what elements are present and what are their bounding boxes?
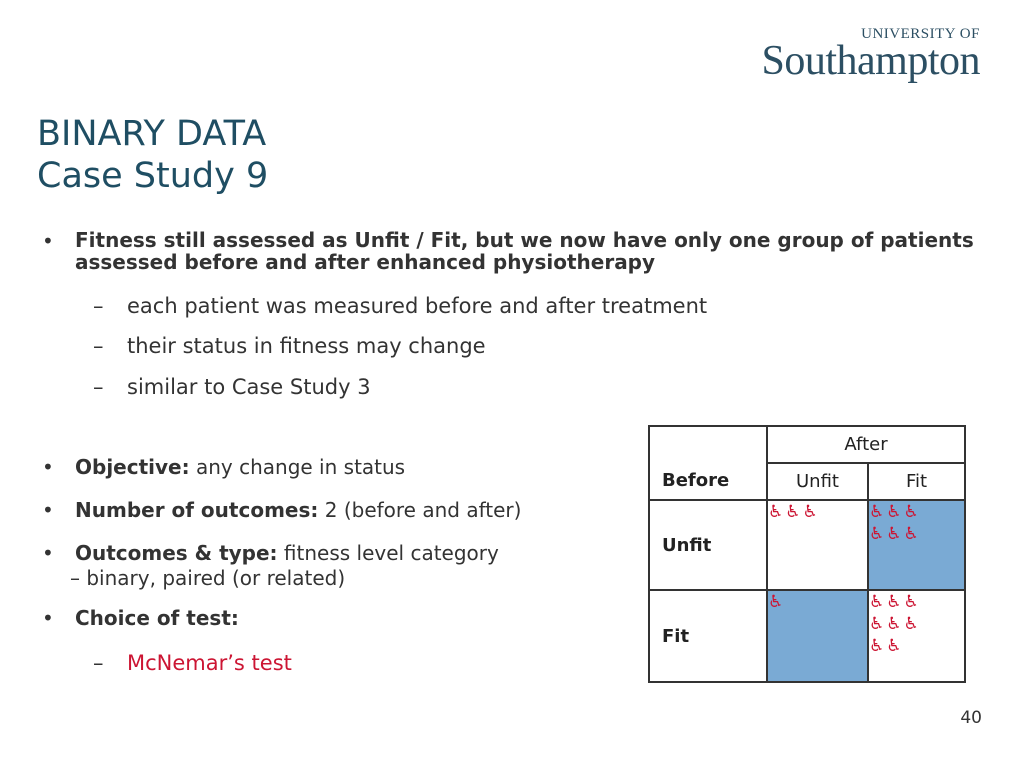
sub-bullet-similar	[93, 375, 371, 399]
wheelchair-icon: ♿	[903, 524, 921, 544]
wheelchair-icon: ♿	[903, 502, 921, 522]
cell-unfit-unfit	[767, 500, 868, 590]
logo-line-2: Southampton	[761, 38, 980, 84]
wheelchair-icon: ♿	[903, 592, 921, 612]
outcomes-value: 2 (before and after)	[324, 498, 522, 522]
wheelchair-icon: ♿	[802, 502, 820, 522]
sub-bullet-status	[93, 334, 486, 358]
test-label: Choice of test:	[75, 606, 239, 630]
wheelchair-icon: ♿	[869, 592, 887, 612]
cell-unfit-fit	[868, 500, 965, 590]
type-value: fitness level category	[283, 541, 499, 565]
title-line-1: BINARY DATA	[37, 114, 267, 154]
wheelchair-icon: ♿	[886, 636, 904, 656]
sub-bullet-status-text: their status in fitness may change	[127, 334, 486, 358]
wheelchair-icon: ♿	[869, 502, 887, 522]
wheelchair-icon: ♿	[903, 614, 921, 634]
wheelchair-icon: ♿	[869, 524, 887, 544]
contingency-table	[648, 425, 966, 683]
sub-bullet-similar-text: similar to Case Study 3	[127, 375, 371, 399]
bullet-dot: •	[42, 498, 54, 522]
wheelchair-icon: ♿	[869, 636, 887, 656]
dash: –	[93, 375, 104, 399]
wheelchair-icon: ♿	[768, 502, 786, 522]
bullet-dot: •	[42, 606, 54, 630]
university-logo	[761, 26, 980, 82]
bullet-fitness-text: Fitness still assessed as Unfit / Fit, but we now have only one group of patients assessed before and after enhanced physiotherapy	[75, 228, 974, 274]
test-value: McNemar’s test	[127, 651, 292, 675]
row-header-fit: Fit	[649, 590, 767, 682]
wheelchair-icon: ♿	[785, 502, 803, 522]
title-line-2: Case Study 9	[37, 156, 269, 196]
row-header-unfit: Unfit	[649, 500, 767, 590]
sub-bullet-measured	[93, 294, 708, 318]
outcomes-label: Number of outcomes:	[75, 498, 319, 522]
wheelchair-icon: ♿	[886, 502, 904, 522]
header-before: Before	[649, 426, 767, 500]
page-number: 40	[960, 708, 982, 728]
bullet-dot: •	[42, 541, 54, 565]
dash: –	[93, 651, 104, 675]
slide-title	[37, 113, 268, 197]
wheelchair-icon: ♿	[886, 614, 904, 634]
bullet-dot: •	[42, 455, 54, 479]
sub-bullet-measured-text: each patient was measured before and after treatment	[127, 294, 708, 318]
sub-bullet-test	[93, 651, 292, 675]
dash: –	[93, 294, 104, 318]
wheelchair-icon: ♿	[886, 524, 904, 544]
col-header-fit: Fit	[868, 463, 965, 500]
objective-value: any change in status	[195, 455, 406, 479]
bullet-dot: •	[42, 229, 54, 253]
cell-fit-fit	[868, 590, 965, 682]
wheelchair-icon: ♿	[869, 614, 887, 634]
type-label: Outcomes & type:	[75, 541, 278, 565]
wheelchair-icon: ♿	[768, 592, 786, 612]
cell-fit-unfit	[767, 590, 868, 682]
header-after: After	[767, 426, 965, 463]
objective-label: Objective:	[75, 455, 190, 479]
type-sub-text: – binary, paired (or related)	[70, 566, 346, 590]
dash: –	[93, 334, 104, 358]
col-header-unfit: Unfit	[767, 463, 868, 500]
wheelchair-icon: ♿	[886, 592, 904, 612]
logo-line-1: UNIVERSITY OF	[861, 26, 980, 42]
